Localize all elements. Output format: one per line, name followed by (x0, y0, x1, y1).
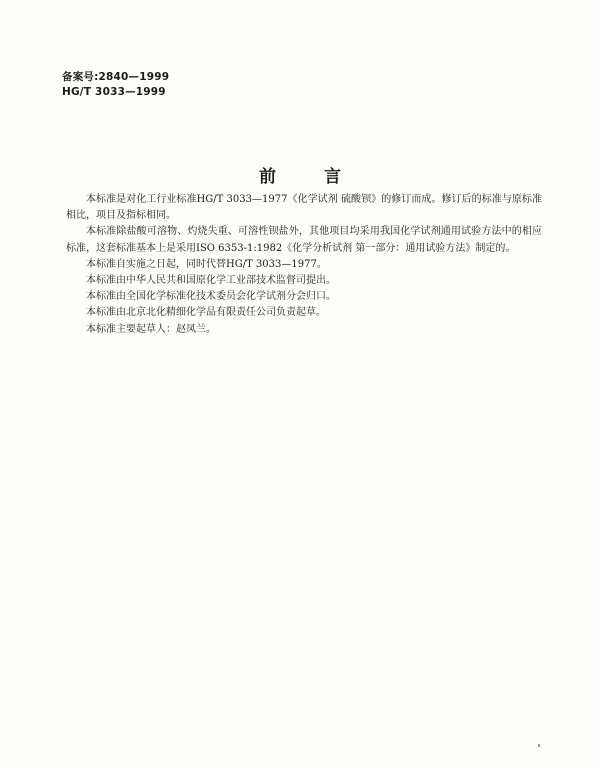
page-title: 前言 (259, 167, 389, 187)
paragraph: 本标准由中华人民共和国原化学工业部技术监督司提出。 (86, 275, 336, 287)
paragraph: 本标准主要起草人：赵凤兰。 (86, 323, 216, 335)
standard-number: HG/T 3033—1999 (62, 86, 166, 98)
foreword-body (66, 192, 542, 338)
document-header (62, 70, 169, 100)
record-number: 备案号:2840—1999 (62, 71, 170, 83)
paragraph: 本标准由北京北化精细化学品有限责任公司负责起草。 (86, 307, 326, 319)
paragraph: 本标准除盐酸可溶物、灼烧失重、可溶性钡盐外，其他项目均采用我国化学试剂通用试验方法中的相应标准，这套标准基本上是采用ISO 6353-1:1982《化学分析试剂 第一部分：通用试验方法》制定的。 (66, 226, 542, 254)
paragraph: 本标准自实施之日起，同时代替HG/T 3033—1977。 (86, 258, 327, 270)
scan-speck (538, 744, 540, 747)
paragraph: 本标准由全国化学标准化技术委员会化学试剂分会归口。 (86, 291, 336, 303)
paragraph: 本标准是对化工行业标准HG/T 3033—1977《化学试剂 硫酸钡》的修订而成。修订后的标准与原标准相比，项目及指标相同。 (66, 194, 542, 222)
